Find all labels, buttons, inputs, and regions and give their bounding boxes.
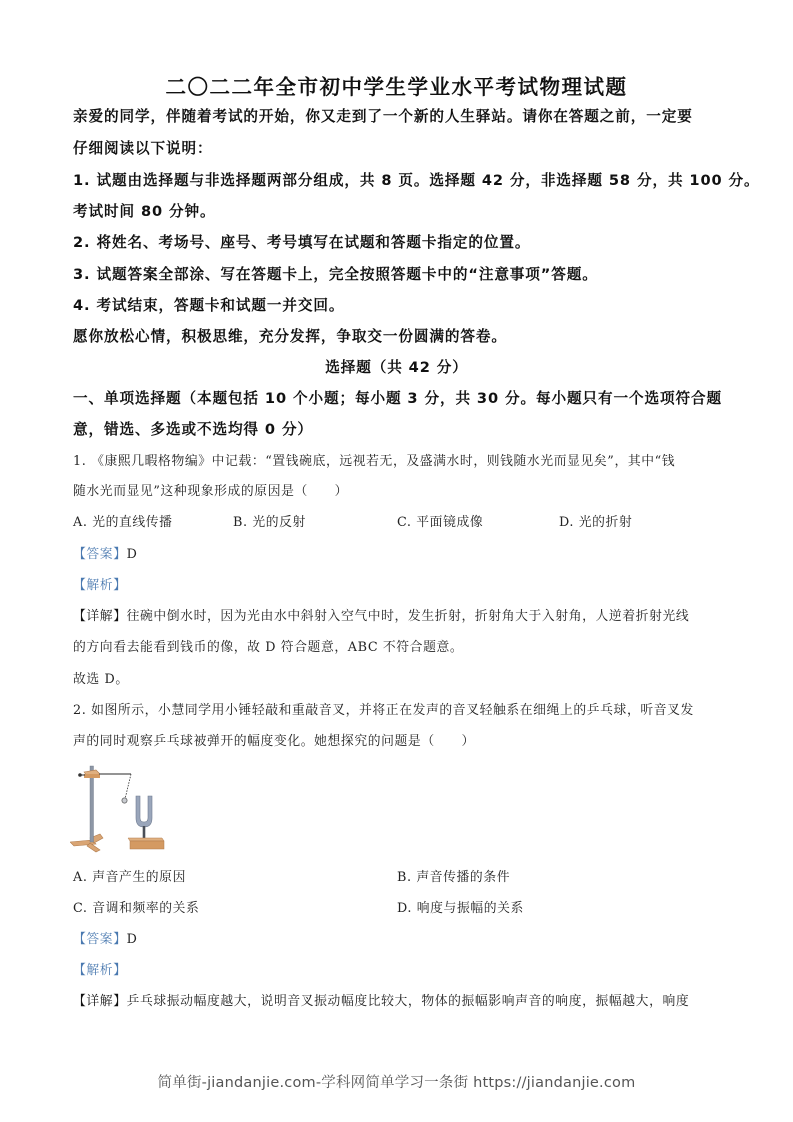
question-2-stem-line-2: 声的同时观察乒乓球被弹开的幅度变化。她想探究的问题是（ ） (73, 734, 475, 749)
instruction-1-line-2: 考试时间 80 分钟。 (73, 203, 216, 220)
question-1-detail-line-1 (73, 607, 689, 627)
fork-base-side (130, 841, 164, 849)
intro-line-1: 亲爱的同学，伴随着考试的开始，你又走到了一个新的人生驿站。请你在答题之前，一定要 (73, 108, 693, 125)
instruction-3: 3. 试题答案全部涂、写在答题卡上，完全按照答题卡中的“注意事项”答题。 (73, 266, 598, 283)
tuning-fork-apparatus-figure (70, 764, 170, 856)
clamp-side (84, 774, 100, 778)
question-1-option-a (73, 513, 173, 533)
instruction-2: 2. 将姓名、考场号、座号、考号填写在试题和答题卡指定的位置。 (73, 234, 531, 251)
detail-text: 往碗中倒水时，因为光由水中斜射入空气中时，发生折射，折射角大于入射角，人逆着折射光线 (126, 609, 690, 624)
answer-value: D (126, 547, 138, 562)
option-label: B. (397, 870, 412, 885)
question-2-detail-line-1 (73, 992, 689, 1012)
question-2-option-b (397, 868, 510, 888)
question-1-detail-line-2: 的方向看去能看到钱币的像，故 D 符合题意，ABC 不符合题意。 (73, 640, 464, 655)
stand-base-icon (70, 834, 103, 852)
answer-tag: 【答案】 (73, 547, 127, 562)
option-label: B. (233, 515, 248, 530)
watermark-footer: 简单街-jiandanjie.com-学科网简单学习一条街 https://jiandanjie.com (157, 1075, 636, 1091)
question-1-option-d (559, 513, 632, 533)
option-label: D. (559, 515, 575, 530)
question-2-option-d (397, 899, 524, 919)
tuning-fork-stem (143, 826, 146, 838)
option-text: 光的反射 (252, 515, 306, 530)
string (125, 774, 131, 799)
question-1-stem-line-2: 随水光而显见”这种现象形成的原因是（ ） (73, 484, 349, 499)
option-text: 光的折射 (578, 515, 633, 530)
intro-line-2: 仔细阅读以下说明： (73, 140, 213, 157)
part-heading-line-1: 一、单项选择题（本题包括 10 个小题；每小题 3 分，共 30 分。每小题只有一个选项符合题 (73, 390, 722, 407)
option-label: D. (397, 901, 413, 916)
instruction-1-line-1: 1. 试题由选择题与非选择题两部分组成，共 8 页。选择题 42 分，非选择题 58 分，共 100 分。 (73, 172, 760, 189)
question-2-option-a (73, 868, 186, 888)
page-title: 二〇二二年全市初中学生学业水平考试物理试题 (165, 75, 628, 99)
intro-closing: 愿你放松心情，积极思维，充分发挥，争取交一份圆满的答卷。 (73, 328, 507, 345)
option-text: 平面镜成像 (416, 515, 484, 530)
option-label: C. (73, 901, 88, 916)
question-1-stem-line-1: 1. 《康熙几暇格物编》中记载：“置钱碗底，远视若无，及盛满水时，则钱随水光而显见矣”，其中“钱 (73, 454, 676, 469)
option-label: A. (73, 515, 88, 530)
question-2-answer (73, 930, 137, 950)
section-heading: 选择题（共 42 分） (325, 359, 468, 376)
detail-tag: 【详解】 (73, 994, 127, 1009)
question-1-analysis-tag: 【解析】 (73, 578, 127, 593)
detail-text: 乒乓球振动幅度越大，说明音叉振动幅度比较大，物体的振幅影响声音的响度，振幅越大，响度 (126, 994, 690, 1009)
option-text: 声音传播的条件 (416, 870, 511, 885)
tuning-fork-icon (136, 796, 152, 827)
instruction-4: 4. 考试结束，答题卡和试题一并交回。 (73, 297, 345, 314)
question-2-option-c (73, 899, 199, 919)
option-text: 声音产生的原因 (92, 870, 186, 885)
question-1-option-c (397, 513, 483, 533)
fork-base-top (128, 838, 164, 841)
question-2-analysis-tag: 【解析】 (73, 963, 127, 978)
question-2-stem-line-1: 2. 如图所示，小慧同学用小锤轻敲和重敲音叉，并将正在发声的音叉轻触系在细绳上的乒乓球，听音叉发 (73, 703, 694, 718)
ping-pong-ball-icon (122, 798, 127, 803)
option-label: C. (397, 515, 412, 530)
option-text: 光的直线传播 (92, 515, 173, 530)
part-heading-line-2: 意，错选、多选或不选均得 0 分） (73, 421, 313, 438)
answer-tag: 【答案】 (73, 932, 127, 947)
option-text: 音调和频率的关系 (92, 901, 200, 916)
question-1-answer (73, 545, 137, 565)
question-1-option-b (233, 513, 306, 533)
answer-value: D (126, 932, 138, 947)
option-text: 响度与振幅的关系 (416, 901, 524, 916)
detail-tag: 【详解】 (73, 609, 127, 624)
question-1-conclusion: 故选 D。 (73, 672, 129, 687)
option-label: A. (73, 870, 88, 885)
